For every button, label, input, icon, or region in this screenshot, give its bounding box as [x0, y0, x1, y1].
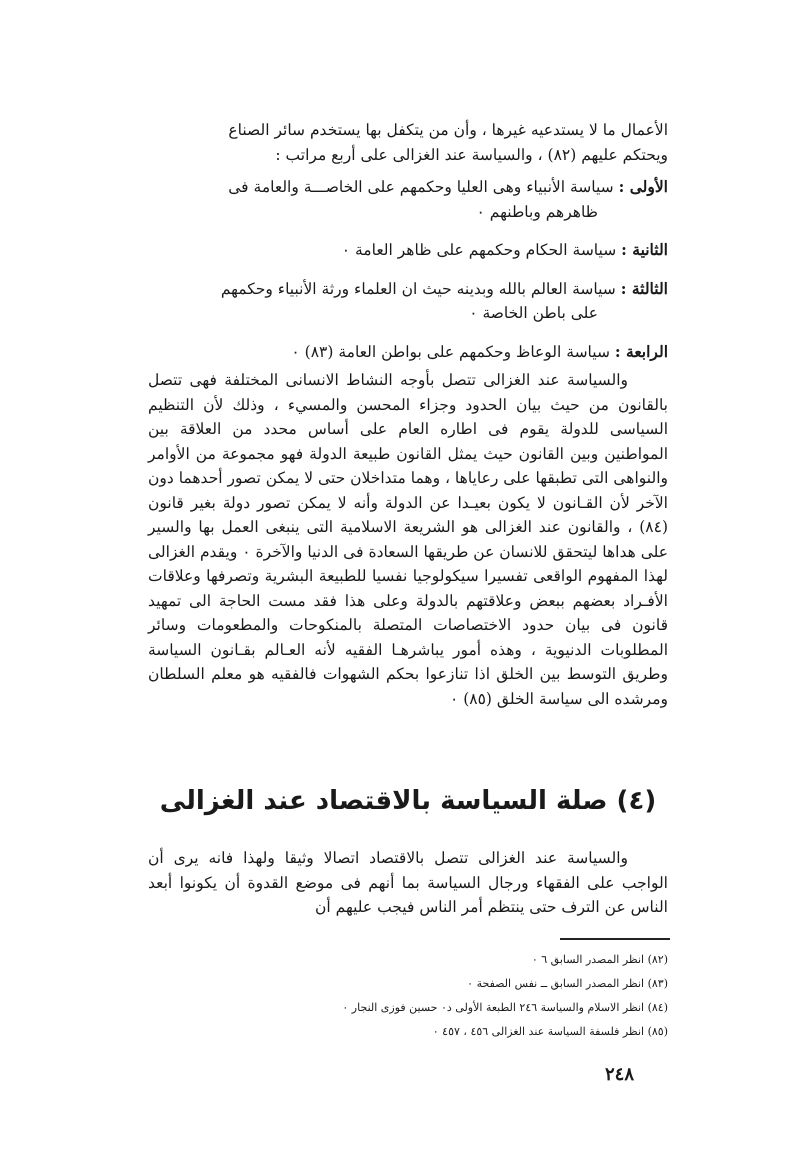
- section-heading: (٤) صلة السياسة بالاقتصاد عند الغزالى: [159, 786, 657, 816]
- rank-text: سياسة الوعاظ وحكمهم على بواطن العامة (٨٣) ٠: [291, 342, 610, 361]
- rank-text: سياسة الحكام وحكمهم على ظاهر العامة ٠: [341, 241, 617, 259]
- page-number: ٢٤٨: [605, 1064, 635, 1085]
- rank-label: الثالثة :: [620, 278, 668, 298]
- rank-label: الثانية :: [621, 240, 668, 259]
- rank-text: سياسة العالم بالله وبدينه حيث ان العلماء ورثة الأنبياء وحكمهم: [220, 279, 616, 298]
- paragraph-2-text: والسياسة عند الغزالى تتصل بالاقتصاد اتصالا وثيقا ولهذا فانه يرى أن الواجب على الفقهاء ورجال السياسة بما أنهم فى موضع القدوة أن يكونوا أبعد الناس عن الترف حتى ينتظم أمر الناس فيجب عليهم أن: [148, 849, 668, 916]
- rank-fourth: [148, 340, 668, 365]
- rank-label: الأولى :: [618, 177, 668, 196]
- footnote-divider: [560, 938, 670, 940]
- rank-label: الرابعة :: [614, 341, 668, 361]
- footnotes: [220, 948, 668, 1044]
- footnote-84: (٨٤) انظر الاسلام والسياسة ٢٤٦ الطبعة الأولى د٠ حسين فوزى النجار ٠: [342, 1001, 668, 1014]
- rank-text: سياسة الأنبياء وهى العليا وحكمهم على الخاصـــة والعامة فى: [228, 178, 614, 196]
- paragraph-1-text: والسياسة عند الغزالى تتصل بأوجه النشاط الانسانى المختلفة فهى تتصل بالقانون من حيث بيان الحدود وجزاء المحسن والمسيء ، وذلك لأن التنظيم السياسى للدولة يقوم فى اطاره العام على أساس محدد من العلاقة بين المواطنين وبين القانون حيث يمثل القانون طبيعة الدولة فهو مجموعة من الأوامر والنواهى التى تطبقها على رعاياها ، وهما متداخلان حتى لا يمكن تصور أحدهما دون الآخر لأن القـانون لا يكون بعيـدا عن الدولة وأنه لا يمكن تصور دولة بغير قانون (٨٤) ، والقانون عند الغزالى هو الشريعة الاسلامية التى ينبغى العمل بها والسير على هداها ليتحقق للانسان عن طريقها السعادة فى الدنيا والآخرة ٠ ويقدم الغزالى لهذا المفهوم الواقعى تفسيرا سيكولوجيا نفسيا للطبيعة البشرية وتصرفها وعلاقات الأفـراد بعضهم ببعض وعلاقتهم بالدولة وعلى هذا فقد مست الحاجة الى تمهيد قانون فى بيان حدود الاختصاصات المتصلة بالمنكوحات والمطعومات وسائر المطلوبات الدنيوية ، وهذه أمور يباشرهـا الفقيه لأنه العـالم بقـانون السياسة وطريق التوسط بين الخلق اذا تنازعوا بحكم الشهوات فالفقيه هو معلم السلطان ومرشده الى سياسة الخلق (٨٥) ٠: [148, 371, 668, 708]
- body-paragraph-2: [148, 846, 668, 920]
- rank-text-continued: ظاهرهم وباطنهم ٠: [476, 202, 598, 221]
- intro-line-2: ويحتكم عليهم (٨٢) ، والسياسة عند الغزالى على أربع مراتب :: [275, 145, 668, 164]
- footnote-82: (٨٢) انظر المصدر السابق ٦ ٠: [531, 953, 668, 966]
- footnote-85: (٨٥) انظر فلسفة السياسة عند الغزالى ٤٥٦ ، ٤٥٧ ٠: [432, 1025, 668, 1038]
- rank-third: [148, 277, 668, 326]
- rank-first: [148, 175, 668, 224]
- rank-second: [148, 238, 668, 263]
- body-paragraph-1: [148, 368, 668, 711]
- intro-line-1: الأعمال ما لا يستدعيه غيرها ، وأن من يتكفل بها يستخدم سائر الصناع: [228, 121, 668, 139]
- intro-text: [148, 118, 668, 364]
- footnote-83: (٨٣) انظر المصدر السابق ــ نفس الصفحة ٠: [467, 977, 668, 990]
- rank-text-continued: على باطن الخاصة ٠: [469, 304, 598, 322]
